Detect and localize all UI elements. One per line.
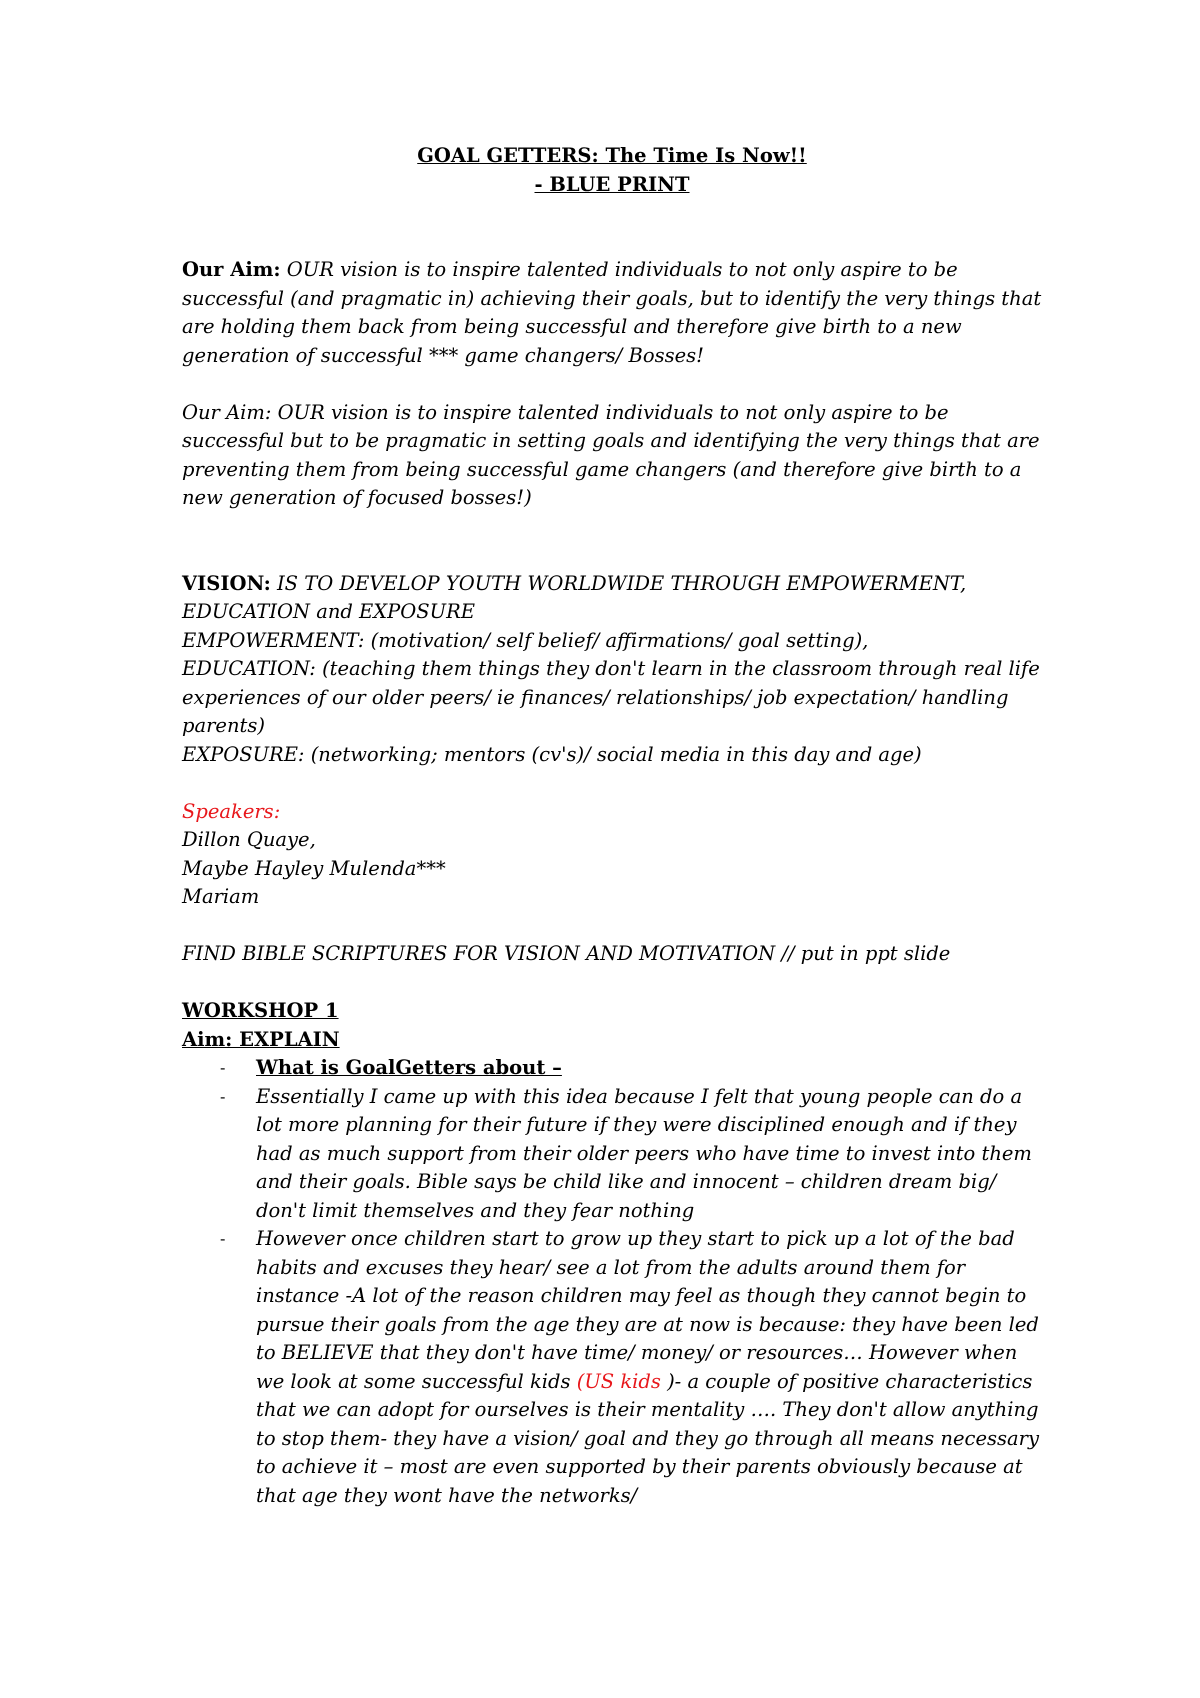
speakers-heading: Speakers: bbox=[182, 799, 281, 823]
spacer bbox=[182, 228, 1042, 257]
list-item bbox=[182, 1054, 1042, 1083]
speaker-name: Maybe Hayley Mulenda*** bbox=[182, 856, 446, 880]
empowerment-line: EMPOWERMENT: (motivation/ self belief/ affirmations/ goal setting), bbox=[182, 628, 869, 652]
aim-paragraph-2: Our Aim: OUR vision is to inspire talented individuals to not only aspire to be successful but to be pragmatic in setting goals and identifying the very things that are preventing them from being successful game changers (and therefore give birth to a new generation of focused bosses!) bbox=[182, 400, 1040, 509]
education-line: EDUCATION: (teaching them things they don't learn in the classroom through real life experiences of our older peers/ ie finances/ relationships/ job expectation/ handling parents) bbox=[182, 657, 1040, 737]
spacer bbox=[182, 969, 1042, 998]
bullet-text-part: )- a couple of positive characteristics that we can adopt for ourselves is their mentality …. They don't allow anything to stop them- they have a vision/ goal and they go through all means necessary to achieve it – most are even supported by their parents obviously because at that age they wont have the networks/ bbox=[256, 1369, 1039, 1507]
spacer bbox=[182, 199, 1042, 228]
spacer bbox=[182, 370, 1042, 399]
dash-bullet: - bbox=[220, 1058, 226, 1077]
bullet-heading: What is GoalGetters about – bbox=[256, 1056, 562, 1079]
aim-label: Our Aim: bbox=[182, 258, 281, 281]
bible-note: FIND BIBLE SCRIPTURES FOR VISION AND MOTIVATION // put in ppt slide bbox=[182, 942, 951, 965]
highlight-text: (US kids bbox=[576, 1369, 661, 1393]
workshop-bullet-list bbox=[182, 1054, 1042, 1510]
bullet-text: Essentially I came up with this idea because I felt that young people can do a lot more planning for their future if they were disciplined enough and if they had as much support from their older peers who have time to invest into them and their goals. Bible says be child like and innocent – children dream big/ don't limit themselves and they fear nothing bbox=[256, 1084, 1032, 1222]
aim-text: OUR vision is to inspire talented individuals to not only aspire to be successful (and pragmatic in) achieving their goals, but to identify the very things that are holding them back from being successful and therefore give birth to a new generation of successful *** game changers/ Bosses! bbox=[182, 258, 1042, 367]
bullet-text bbox=[256, 1227, 1039, 1507]
dash-bullet: - bbox=[220, 1229, 226, 1248]
spacer bbox=[182, 912, 1042, 941]
spacer bbox=[182, 513, 1042, 542]
vision-paragraph bbox=[182, 570, 1042, 627]
spacer bbox=[182, 541, 1042, 570]
document-title: GOAL GETTERS: The Time Is Now!! bbox=[417, 144, 807, 167]
vision-text: IS TO DEVELOP YOUTH WORLDWIDE THROUGH EMPOWERMENT, EDUCATION and EXPOSURE bbox=[182, 571, 967, 623]
vision-label: VISION: bbox=[182, 571, 271, 595]
spacer bbox=[182, 769, 1042, 798]
document-subtitle: - BLUE PRINT bbox=[534, 172, 690, 196]
aim-paragraph-1 bbox=[182, 256, 1042, 370]
workshop-aim: Aim: EXPLAIN bbox=[182, 1027, 340, 1051]
speaker-name: Mariam bbox=[182, 885, 260, 908]
document-page bbox=[182, 142, 1042, 1510]
speaker-name: Dillon Quaye, bbox=[182, 828, 316, 851]
bullet-text-part: However once children start to grow up they start to pick up a lot of the bad habits and excuses they hear/ see a lot from the adults around them for instance -A lot of the reason children may feel as though they cannot begin to pursue their goals from the age they are at now is because: they have been led to BELIEVE that they don't have time/ money/ or resources… However when we look at some successful kids bbox=[256, 1227, 1039, 1393]
list-item bbox=[182, 1225, 1042, 1510]
list-item bbox=[182, 1083, 1042, 1226]
workshop-title: WORKSHOP 1 bbox=[182, 999, 339, 1022]
exposure-line: EXPOSURE: (networking; mentors (cv's)/ social media in this day and age) bbox=[182, 742, 922, 766]
dash-bullet: - bbox=[220, 1086, 226, 1106]
